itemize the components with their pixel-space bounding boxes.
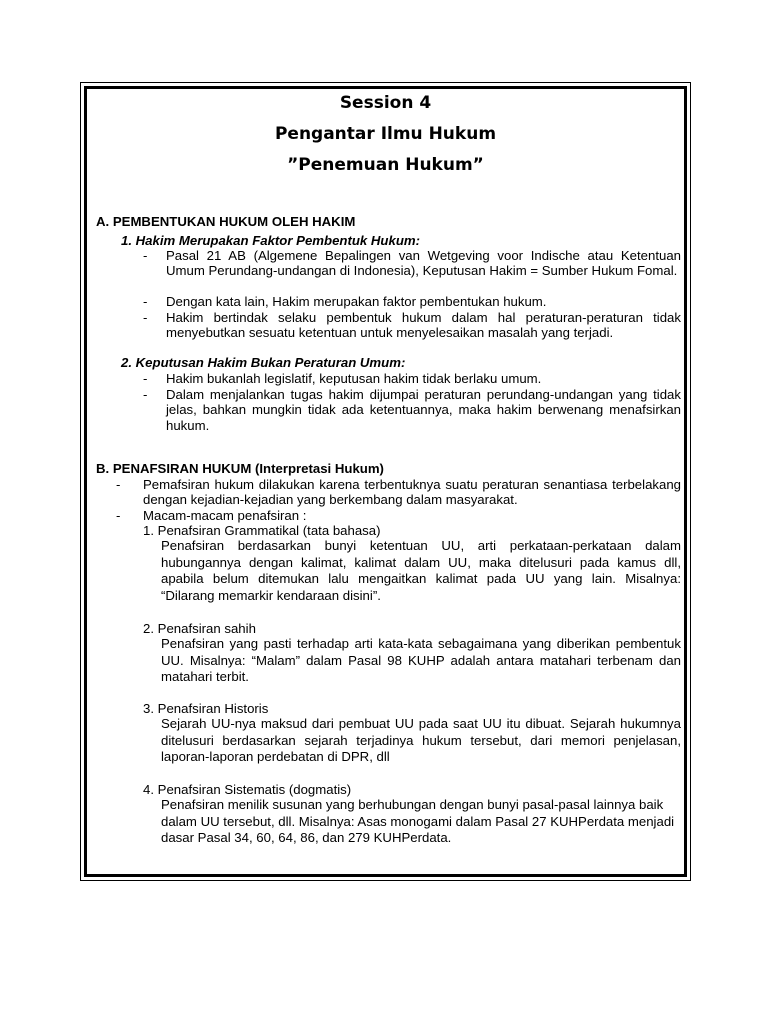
interpretation-type-text: Penafsiran yang pasti terhadap arti kata-kata sebagaimana yang diberikan pembentuk UU. Misalnya: “Malam” dalam Pasal 98 KUHP adalah antara matahari terbenam dan matahari terbit. — [161, 636, 681, 685]
course-title: Pengantar Ilmu Hukum — [274, 124, 497, 144]
section-a1-item: Hakim bertindak selaku pembentuk hukum dalam hal peraturan-peraturan tidak menyebutkan sesuatu ketentuan untuk menyelesaikan masalah yang terjadi. — [166, 310, 681, 341]
interpretation-type-title: 1. Penafsiran Grammatikal (tata bahasa) — [143, 523, 381, 538]
section-b-item: Pemafsiran hukum dilakukan karena terbentuknya suatu peraturan senantiasa terbelakang dengan kejadian-kejadian yang berkembang dalam masyarakat. — [143, 477, 681, 508]
bullet-dash: - — [143, 387, 148, 402]
bullet-dash: - — [143, 294, 148, 309]
topic-title: ”Penemuan Hukum” — [287, 155, 484, 175]
bullet-dash: - — [116, 477, 121, 492]
interpretation-type-title: 4. Penafsiran Sistematis (dogmatis) — [143, 782, 352, 797]
bullet-dash: - — [143, 371, 148, 386]
section-a2-item: Dalam menjalankan tugas hakim dijumpai peraturan perundang-undangan yang tidak jelas, bahkan mungkin tidak ada ketentuannya, maka hakim berwenang menafsirkan hukum. — [166, 387, 681, 433]
interpretation-type-title: 3. Penafsiran Historis — [143, 701, 269, 716]
bullet-dash: - — [116, 508, 121, 523]
interpretation-type-text: Penafsiran berdasarkan bunyi ketentuan UU, arti perkataan-perkataan dalam hubungannya dengan kalimat, kalimat dalam UU, maka ditelusuri pada kamus dll, apabila belum ditemukan lalu mengaitkan kalimat pada UU yang lain. Misalnya: “Dilarang memarkir kendaraan disini”. — [161, 538, 681, 603]
section-a-heading: A. PEMBENTUKAN HUKUM OLEH HAKIM — [96, 214, 356, 229]
section-a2-heading: 2. Keputusan Hakim Bukan Peraturan Umum: — [121, 355, 406, 370]
session-title: Session 4 — [339, 93, 432, 113]
section-a1-item: Dengan kata lain, Hakim merupakan faktor pembentukan hukum. — [166, 294, 547, 309]
section-a1-heading: 1. Hakim Merupakan Faktor Pembentuk Hukum: — [121, 233, 420, 248]
section-a1-item: Pasal 21 AB (Algemene Bepalingen van Wetgeving voor Indische atau Ketentuan Umum Perundang-undangan di Indonesia), Keputusan Hakim = Sumber Hukum Fomal. — [166, 248, 681, 279]
bullet-dash: - — [143, 310, 148, 325]
interpretation-type-text: Sejarah UU-nya maksud dari pembuat UU pada saat UU itu dibuat. Sejarah hukumnya ditelusuri berdasarkan sejarah terjadinya hukum tersebut, dari memori penjelasan, laporan-laporan perdebatan di DPR, dll — [161, 716, 681, 765]
section-b-heading: B. PENAFSIRAN HUKUM (Interpretasi Hukum) — [96, 461, 384, 476]
interpretation-type-text: Penafsiran menilik susunan yang berhubungan dengan bunyi pasal-pasal lainnya baik dalam UU tersebut, dll. Misalnya: Asas monogami dalam Pasal 27 KUHPerdata menjadi dasar Pasal 34, 60, 64, 86, dan 279 KUHPerdata. — [161, 797, 675, 846]
section-b-item: Macam-macam penafsiran : — [143, 508, 307, 523]
interpretation-type-title: 2. Penafsiran sahih — [143, 621, 256, 636]
bullet-dash: - — [143, 248, 148, 263]
section-a2-item: Hakim bukanlah legislatif, keputusan hakim tidak berlaku umum. — [166, 371, 542, 386]
